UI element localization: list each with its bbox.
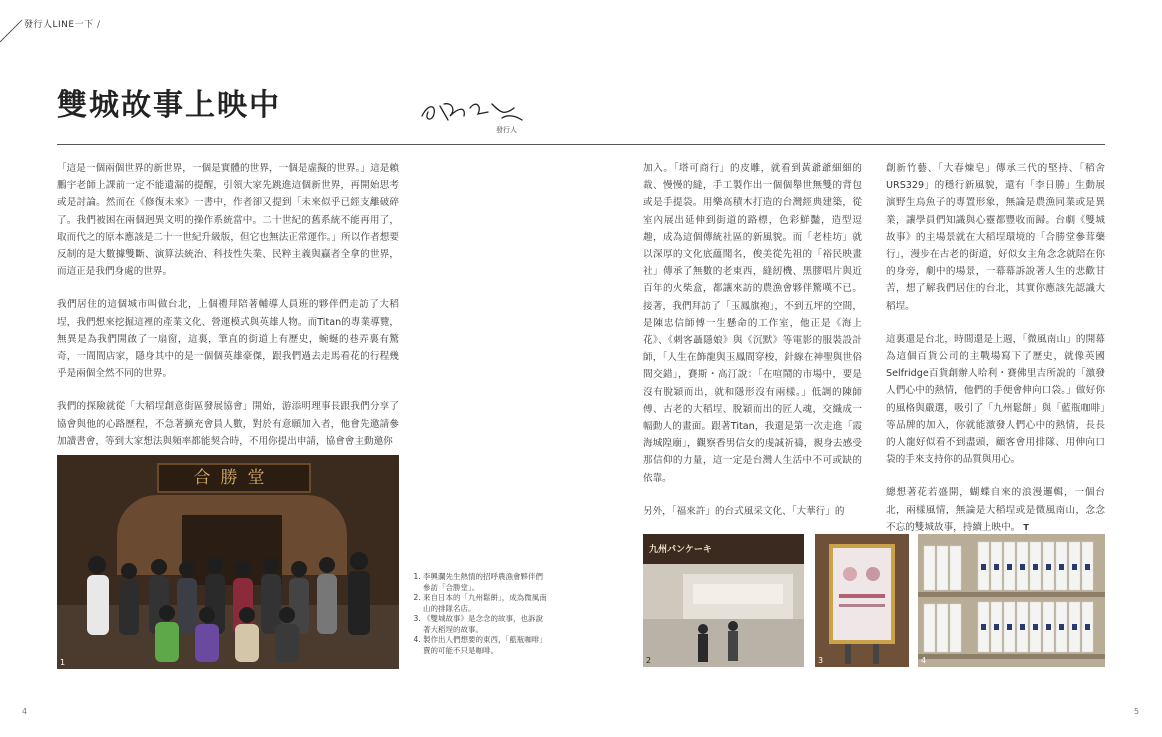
photo-product-shelves [918,534,1105,667]
end-mark: T [1023,522,1029,532]
paragraph: 這裏還是台北，時間還是上週，「微風南山」的開幕為這個百貨公司的主戰場寫下了歷史，就像英國Selfridge百貨創辦人哈利・賽佛里吉所說的「激發人們心中的熱情，他們的手便會伸向口袋。」做好你的風格與嚴選，吸引了「九州鬆餅」與「藍瓶咖啡」等品牌的加入，你就能激發人們心中的熱情，長長的人龍好似看不到盡頭，顧客會用排隊、用伸向口袋的手來支持你的品質與用心。 [886,333,1105,466]
publisher-signature [418,98,528,126]
caption-item: 4. 製作出人們想要的東西，「藍瓶咖啡」賣的可能不只是咖啡。 [423,635,550,656]
photo-captions [412,572,550,656]
article-column-middle [643,160,862,536]
paragraph: 我們居住的這個城市叫做台北，上個禮拜陪著輔導人員班的夥伴們走訪了大稻埕，我們想來挖掘這裡的產業文化、營運模式與英雄人物。而Titan的專業導覽，無異是為我們開啟了一扇窗，這裏，筆直的街道上有歷史，蜿蜒的巷弄裏有驚奇，一間間店家，隱身其中的是一個個英雄豪傑，跟我們過去走馬看花的行程幾乎是兩個全然不同的世界。 [57,299,399,380]
paragraph: 另外，「福來許」的台式風采文化、「大華行」的 [643,505,845,517]
photo-pancake-shop [643,534,804,667]
page-number-left: 4 [22,707,28,716]
shop-sign: 九州パンケーキ [649,545,712,555]
paragraph: 總想著花若盛開，蝴蝶自來的浪漫邏輯，一個台北，兩樣風情，無論是大稻埕或是微風南山，念念不忘的雙城故事，持續上映中。 T [886,487,1105,533]
storefront-sign: 合勝堂 [157,463,311,493]
caption-item: 1. 李興瀾先生熱情的招呼農漁會夥伴們參訪「合勝堂」。 [423,572,550,593]
group-of-people [67,535,392,669]
article-column-left [57,160,399,466]
section-label: 發行人LINE一下 / [24,20,101,30]
title-rule [57,144,1105,145]
shelves-illustration [918,534,1105,667]
photo-number: 2 [646,656,652,665]
paragraph: 加入。「塔可商行」的皮雕，就看到黃爺爺細細的裁、慢慢的縫，手工製作出一個個舉世無雙的背包或是手提袋。用樂高積木打造的台灣經典建築，從室內展出延伸到街道的路標，色彩鮮豔，造型逗趣，成為這個傳統社區的新風貌。而「老桂坊」就以深厚的文化底蘊聞名，俊美從先祖的「裕民映畫社」傳承了無數的老東西，縫紉機、黑膠唱片與近百年的火柴盒，都讓來訪的農漁會夥伴驚嘆不已。接著，我們拜訪了「玉鳳旗袍」，不到五坪的空間，是陳忠信師傅一生懸命的工作室，他正是《海上花》、《刺客聶隱娘》與《沉默》等電影的服裝設計師，「人生在飾龍與玉鳳間穿梭，針線在神聖與世俗間交錯」，賽斯・高汀說：「在喧鬧的市場中，要是沒有脫穎而出，就和隱形沒有兩樣。」低調的陳師傅、古老的大稻埕、脫穎而出的匠人魂，交織成一幅動人的畫面。跟著Titan，我還是第一次走進「霞海城隍廟」，觀察香男信女的虔誠祈禱，親身去感受那信仰的力量，這一定是台灣人生活中不可或缺的依靠。 [643,163,862,484]
article-title: 雙城故事上映中 [57,88,281,123]
photo-drama-poster [815,534,909,667]
paragraph: 創新竹藝、「大春煉皂」傳承三代的堅持、「稻舍URS329」的穩行新風貌，還有「李日勝」生動展演野生烏魚子的專置形象，無論是農漁同業或是異業，讓學員們知識與心靈都豐收而歸。台劇《雙城故事》的主場景就在大稻埕環境的「合勝堂參茸藥行」，漫步在古老的街道，好似女主角念念就陪在你的身旁，劇中的場景，一幕幕訴說著人生的悲歡甘苦，想了解我們居住的台北，其實你應該先認識大稻埕。 [886,163,1105,312]
paragraph: 我們的探險就從「大稻埕創意街區發展協會」開始，游添明理事長跟我們分享了協會與他的心路歷程，不急著擴充會員人數，對於有意願加入者，他會先邀請參加讀書會，等到大家想法與頻率都能契合時，不用你提出申請，協會會主動邀你 [57,401,399,447]
photo-number: 3 [818,656,824,665]
photo-group-storefront [57,455,399,669]
signature-role: 發行人 [496,126,517,134]
photo-number: 1 [60,658,66,667]
photo-number: 4 [921,656,927,665]
article-column-right [886,160,1105,552]
paragraph: 「這是一個兩個世界的新世界，一個是實體的世界，一個是虛擬的世界。」這是賴鵬宇老師上課前一定不能遺漏的提醒，引領大家先跳進這個新世界，再開始思考或是討論。然而在《修復未來》一書中，作者卻又提到「未來似乎已經支離破碎了。我們被困在兩個迥異文明的操作系統當中。二十世紀的舊系統不能再用了，取而代之的原本應該是二十一世紀升級版，但它也無法正常運作。」所以作者想要反制的是大數據雙斷、演算法統治、科技性失業、民粹主義與贏者全拿的世界，而這正是我們身處的世界。 [57,163,399,278]
page-number-right: 5 [1134,707,1140,716]
caption-item: 3. 《雙城故事》是念念的故事，也訴說著大稻埕的故事。 [423,614,550,635]
caption-item: 2. 來自日本的「九州鬆餅」，成為微風南山的排隊名店。 [423,593,550,614]
poster-illustration [815,534,909,667]
